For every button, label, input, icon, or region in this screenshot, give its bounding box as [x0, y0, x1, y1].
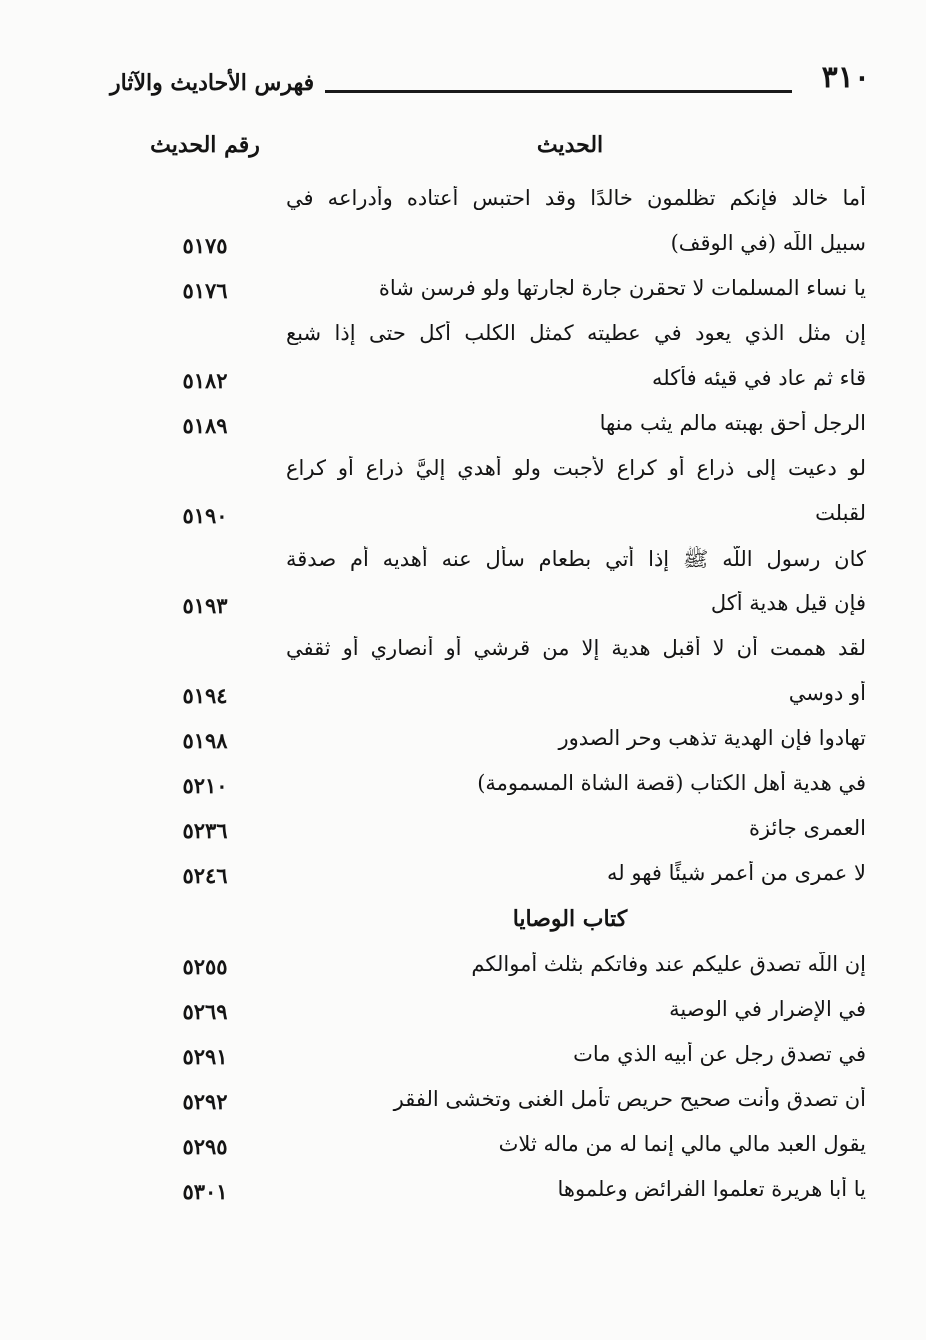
hadith-text: لقد هممت أن لا أقبل هدية إلا من قرشي أو أنصاري أو ثقفي: [286, 636, 866, 660]
hadith-text: في الإضرار في الوصية: [669, 997, 866, 1021]
hadith-number: ٥١٨٢: [182, 368, 228, 393]
hadith-number: ٥١٩٤: [182, 683, 228, 708]
hadith-text: الرجل أحق بهبته مالم يثب منها: [599, 411, 866, 435]
index-entry: [0, 270, 926, 315]
entry-line: [0, 270, 926, 315]
entry-line: [0, 585, 926, 630]
hadith-text: تهادوا فإن الهدية تذهب وحر الصدور: [558, 726, 866, 750]
index-entry: [0, 810, 926, 855]
hadith-number: ٥٢٦٩: [182, 999, 228, 1024]
entry-line: [0, 1171, 926, 1216]
index-entry: [0, 315, 926, 405]
hadith-number: ٥١٧٦: [182, 278, 228, 303]
section-heading: [0, 900, 926, 946]
index-entry: [0, 765, 926, 810]
entry-line: [0, 855, 926, 900]
entry-line: [0, 495, 926, 540]
hadith-text: العمرى جائزة: [748, 816, 866, 840]
hadith-number: ٥٢٤٦: [182, 863, 228, 888]
hadith-text: فإن قيل هدية أكل: [710, 591, 866, 615]
index-entry: [0, 450, 926, 540]
hadith-text: إن مثل الذي يعود في عطيته كمثل الكلب أكل حتى إذا شبع: [286, 321, 866, 345]
hadith-index-list: [0, 180, 926, 1216]
entry-line: [0, 1126, 926, 1171]
entry-line: [0, 180, 926, 225]
entry-line: [0, 630, 926, 675]
entry-line: [0, 315, 926, 360]
hadith-text: في تصدق رجل عن أبيه الذي مات: [573, 1042, 866, 1066]
index-entry: [0, 855, 926, 900]
hadith-text: إن اللَّه تصدق عليكم عند وفاتكم بثلث أموالكم: [471, 952, 866, 976]
column-header-hadith: الحديث: [536, 132, 604, 158]
entry-line: [0, 225, 926, 270]
entry-line: [0, 675, 926, 720]
hadith-text: لو دعيت إلى ذراع أو كراع لأجبت ولو أهدي إليَّ ذراع أو كراع: [286, 456, 866, 480]
hadith-text: أن تصدق وأنت صحيح حريص تأمل الغنى وتخشى الفقر: [393, 1087, 866, 1111]
running-title: فهرس الأحاديث والآثار: [110, 70, 315, 96]
hadith-number: ٥١٩٨: [182, 728, 228, 753]
hadith-number: ٥٢٩٢: [182, 1089, 228, 1114]
hadith-number: ٥٢٥٥: [182, 954, 228, 979]
hadith-text: سبيل اللَّه (في الوقف): [670, 231, 866, 255]
index-entry: [0, 1081, 926, 1126]
entry-line: [0, 991, 926, 1036]
hadith-number: ٥١٨٩: [182, 413, 228, 438]
hadith-text: أو دوسي: [788, 681, 866, 705]
index-entry: [0, 1036, 926, 1081]
index-entry: [0, 720, 926, 765]
hadith-text: أما خالد فإنكم تظلمون خالدًا وقد احتبس أعتاده وأدراعه في: [286, 186, 866, 210]
index-entry: [0, 630, 926, 720]
entry-line: [0, 450, 926, 495]
index-entry: [0, 540, 926, 630]
hadith-number: ٥٢٩٥: [182, 1134, 228, 1159]
page-number: ٣١٠: [821, 60, 870, 95]
hadith-text: في هدية أهل الكتاب (قصة الشاة المسمومة): [477, 771, 866, 795]
entry-line: [0, 720, 926, 765]
hadith-number: ٥١٧٥: [182, 233, 228, 258]
header-rule: [325, 90, 792, 93]
index-entry: [0, 405, 926, 450]
entry-line: [0, 810, 926, 855]
index-entry: [0, 1126, 926, 1171]
hadith-number: ٥٢١٠: [182, 773, 228, 798]
index-entry: [0, 180, 926, 270]
entry-line: [0, 1036, 926, 1081]
index-entry: [0, 991, 926, 1036]
section-title: كتاب الوصايا: [512, 906, 628, 932]
column-header-number: رقم الحديث: [150, 132, 260, 158]
hadith-number: ٥١٩٠: [182, 503, 228, 528]
entry-line: [0, 360, 926, 405]
entry-line: [0, 765, 926, 810]
entry-line: [0, 540, 926, 585]
hadith-number: ٥٢٣٦: [182, 818, 228, 843]
index-entry: [0, 1171, 926, 1216]
hadith-number: ٥٢٩١: [182, 1044, 228, 1069]
hadith-number: ٥٣٠١: [182, 1179, 228, 1204]
hadith-text: يقول العبد مالي مالي إنما له من ماله ثلاث: [498, 1132, 866, 1156]
index-entry: [0, 946, 926, 991]
hadith-text: لا عمرى من أعمر شيئًا فهو له: [607, 861, 866, 885]
hadith-text: لقبلت: [815, 501, 866, 525]
hadith-text: يا نساء المسلمات لا تحقرن جارة لجارتها ولو فرسن شاة: [378, 276, 866, 300]
hadith-text: كان رسول اللَّه ﷺ إذا أتي بطعام سأل عنه أهديه أم صدقة: [286, 547, 866, 571]
entry-line: [0, 405, 926, 450]
page-header: [110, 60, 870, 110]
hadith-text: يا أبا هريرة تعلموا الفرائض وعلموها: [557, 1177, 866, 1201]
hadith-number: ٥١٩٣: [182, 593, 228, 618]
entry-line: [0, 946, 926, 991]
hadith-text: قاء ثم عاد في قيئه فأكله: [652, 366, 866, 390]
entry-line: [0, 1081, 926, 1126]
